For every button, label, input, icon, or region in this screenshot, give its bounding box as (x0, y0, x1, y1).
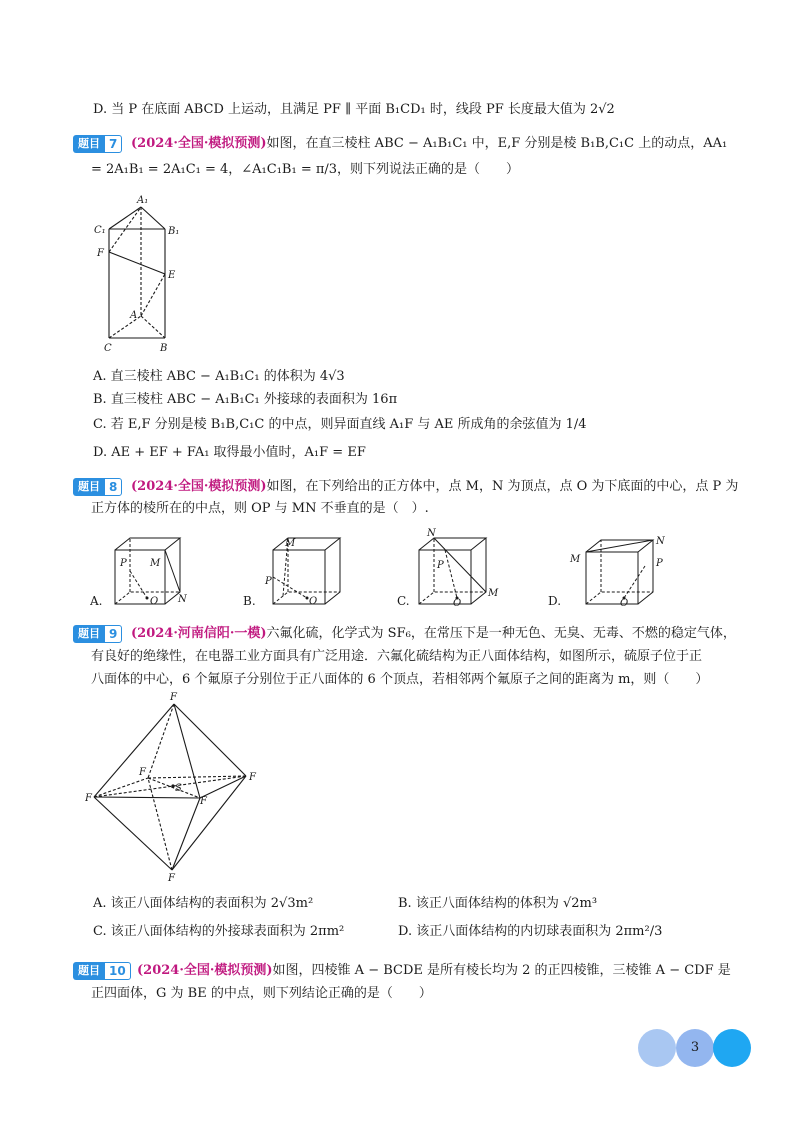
q9-label-f-front: F (200, 796, 207, 807)
q8-c-label-n: N (427, 528, 436, 539)
q7-label-e: E (168, 270, 176, 281)
q10-stem-line-2: 正四面体，G 为 BE 的中点，则下列结论正确的是（ ） (91, 986, 432, 1001)
q9-option-a: A. 该正八面体结构的表面积为 2√3m² (93, 896, 314, 911)
q8-d-label-p: P (656, 558, 663, 569)
q9-label-f-top: F (170, 692, 177, 703)
q10-tag (73, 962, 131, 980)
q8-a-option-label: A. (90, 594, 103, 608)
q8-stem-line-2: 正方体的棱所在的中点，则 OP 与 MN 不垂直的是（ ）. (91, 501, 429, 516)
q8-cube-b (243, 532, 353, 612)
q8-cube-c (397, 526, 507, 612)
q7-tag-number: 7 (104, 135, 122, 153)
q8-b-label-m: M (285, 538, 296, 549)
q8-b-label-o: O (309, 596, 318, 607)
q8-cube-a (90, 532, 200, 612)
q8-b-label-p: P (265, 576, 272, 587)
q7-label-a1: A₁ (137, 195, 149, 206)
q8-d-label-m: M (570, 554, 581, 565)
q8-d-label-o: O (620, 598, 629, 609)
q7-label-f: F (97, 248, 104, 259)
q9-stem-line-2: 有良好的绝缘性，在电器工业方面具有广泛用途．六氟化硫结构为正八面体结构，如图所示，硫原子位于正 (91, 649, 703, 664)
q9-option-b: B. 该正八面体结构的体积为 √2m³ (398, 896, 598, 911)
q7-stem-line-1: (2024·全国·模拟预测)如图，在直三棱柱 ABC − A₁B₁C₁ 中，E,F 分别是棱 B₁B,C₁C 上的动点，AA₁ (131, 136, 728, 151)
q10-tag-number: 10 (104, 962, 131, 980)
q10-tag-label: 题目 (73, 962, 104, 980)
page-number-badge (638, 1028, 753, 1068)
q8-d-option-label: D. (548, 594, 562, 608)
q9-tag-label: 题目 (73, 625, 104, 643)
q10-stem-line-1: (2024·全国·模拟预测)如图，四棱锥 A − BCDE 是所有棱长均为 2 的正四棱锥，三棱锥 A − CDF 是 (137, 963, 731, 978)
q8-cube-d (548, 532, 678, 612)
q7-option-b: B. 直三棱柱 ABC − A₁B₁C₁ 外接球的表面积为 16π (93, 392, 398, 407)
prev-option-d: D. 当 P 在底面 ABCD 上运动，且满足 PF ∥ 平面 B₁CD₁ 时，线段 PF 长度最大值为 2√2 (93, 102, 615, 117)
q8-tag-label: 题目 (73, 478, 104, 496)
q9-stem-line-3: 八面体的中心，6 个氟原子分别位于正八面体的 6 个顶点，若相邻两个氟原子之间的距离为 m，则（ ） (91, 672, 709, 687)
q9-source: (2024·河南信阳·一模) (131, 626, 267, 641)
q7-prism-figure (92, 190, 202, 358)
q7-option-a: A. 直三棱柱 ABC − A₁B₁C₁ 的体积为 4√3 (93, 369, 345, 384)
q8-a-label-p: P (120, 558, 127, 569)
q7-source: (2024·全国·模拟预测) (131, 136, 267, 151)
q9-stem-line-1: (2024·河南信阳·一模)六氟化硫，化学式为 SF₆，在常压下是一种无色、无臭、无毒、不燃的稳定气体， (131, 626, 736, 641)
badge-circle-light (638, 1029, 676, 1067)
q7-label-c: C (104, 343, 112, 354)
q9-label-f-bottom: F (168, 873, 175, 884)
q7-label-b1: B₁ (168, 226, 180, 237)
q8-tag (73, 478, 122, 496)
q7-label-c1: C₁ (94, 225, 106, 236)
q8-a-label-m: M (150, 558, 161, 569)
q7-option-c: C. 若 E,F 分别是棱 B₁B,C₁C 的中点，则异面直线 A₁F 与 AE 所成角的余弦值为 1/4 (93, 417, 587, 432)
badge-circle-dark (713, 1029, 751, 1067)
q8-c-option-label: C. (397, 594, 410, 608)
q8-tag-number: 8 (104, 478, 122, 496)
q9-tag-number: 9 (104, 625, 122, 643)
page-number: 3 (690, 1040, 700, 1055)
q10-source: (2024·全国·模拟预测) (137, 963, 273, 978)
q9-octahedron-figure (85, 690, 265, 885)
q9-label-s: S (175, 783, 182, 794)
q8-a-label-o: O (150, 596, 159, 607)
q9-label-f-back: F (139, 767, 146, 778)
q7-tag-label: 题目 (73, 135, 104, 153)
q9-tag (73, 625, 122, 643)
q7-label-a: A (130, 310, 138, 321)
q8-stem-line-1: (2024·全国·模拟预测)如图，在下列给出的正方体中，点 M，N 为顶点，点 O 为下底面的中心，点 P 为 (131, 479, 739, 494)
q7-tag (73, 135, 122, 153)
q7-stem-line-2: = 2A₁B₁ = 2A₁C₁ = 4，∠A₁C₁B₁ = π/3，则下列说法正确的是（ ） (91, 162, 520, 177)
q8-source: (2024·全国·模拟预测) (131, 479, 267, 494)
q8-a-label-n: N (178, 594, 187, 605)
q9-label-f-left: F (85, 793, 92, 804)
q8-d-label-n: N (656, 536, 665, 547)
q9-option-c: C. 该正八面体结构的外接球表面积为 2πm² (93, 924, 345, 939)
q8-c-label-o: O (453, 598, 462, 609)
q8-c-label-m: M (488, 588, 499, 599)
q8-c-label-p: P (437, 560, 444, 571)
q7-option-d: D. AE + EF + FA₁ 取得最小值时，A₁F = EF (93, 445, 366, 460)
q9-label-f-right: F (249, 772, 256, 783)
q8-b-option-label: B. (243, 594, 256, 608)
q7-label-b: B (160, 343, 168, 354)
q9-option-d: D. 该正八面体结构的内切球表面积为 2πm²/3 (398, 924, 663, 939)
